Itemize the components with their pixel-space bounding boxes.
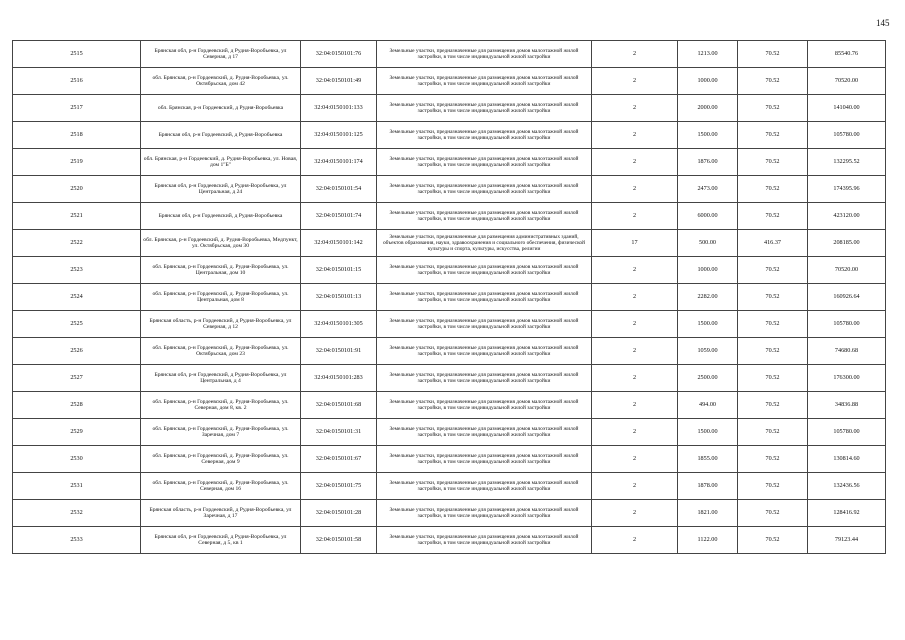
rate-cell: 70.52 (738, 527, 808, 554)
cadastral-number-cell: 32:04:0150101:283 (301, 365, 377, 392)
land-use-cell: Земельные участки, предназначенные для размещения домов малоэтажной жилой застройки, в том числе индивидуальной жилой застройки (377, 473, 592, 500)
address-cell: обл. Брянская, р-н Гордеевский, д. Рудня-Воробьевка, ул. Октябрьская, дом 23 (141, 338, 301, 365)
cadastral-number-cell: 32:04:0150101:67 (301, 446, 377, 473)
land-use-cell: Земельные участки, предназначенные для размещения домов малоэтажной жилой застройки, в том числе индивидуальной жилой застройки (377, 446, 592, 473)
land-use-cell: Земельные участки, предназначенные для размещения домов малоэтажной жилой застройки, в том числе индивидуальной жилой застройки (377, 122, 592, 149)
land-use-cell: Земельные участки, предназначенные для размещения административных зданий, объектов образования, науки, здравоохранения и социального обеспечения, физической культуры и спорта, культуры, искусства, религии (377, 230, 592, 257)
table-row (13, 419, 886, 446)
table-row (13, 149, 886, 176)
cadastral-value-cell: 85540.76 (808, 41, 886, 68)
table-row (13, 203, 886, 230)
cadastral-value-cell: 132436.56 (808, 473, 886, 500)
rate-cell: 70.52 (738, 284, 808, 311)
table-row (13, 284, 886, 311)
cadastral-value-cell: 70520.00 (808, 257, 886, 284)
area-cell: 1821.00 (678, 500, 738, 527)
row-number: 2517 (13, 95, 141, 122)
row-number: 2518 (13, 122, 141, 149)
cadastral-value-cell: 160926.64 (808, 284, 886, 311)
area-cell: 1500.00 (678, 419, 738, 446)
rate-cell: 70.52 (738, 41, 808, 68)
group-cell: 2 (592, 338, 678, 365)
page-number: 145 (876, 18, 890, 28)
address-cell: обл. Брянская, р-н Гордеевский, д. Рудня-Воробьевка, ул. Заречная, дом 7 (141, 419, 301, 446)
cadastral-number-cell: 32:04:0150101:133 (301, 95, 377, 122)
cadastral-number-cell: 32:04:0150101:305 (301, 311, 377, 338)
address-cell: обл. Брянская, р-н Гордеевский, д. Рудня-Воробьевка, Медпункт, ул. Октябрьская, дом 30 (141, 230, 301, 257)
cadastral-value-cell: 70520.00 (808, 68, 886, 95)
cadastral-value-cell: 128416.92 (808, 500, 886, 527)
rate-cell: 70.52 (738, 176, 808, 203)
group-cell: 2 (592, 446, 678, 473)
area-cell: 1500.00 (678, 122, 738, 149)
cadastral-number-cell: 32:04:0150101:125 (301, 122, 377, 149)
cadastral-value-cell: 174395.96 (808, 176, 886, 203)
row-number: 2516 (13, 68, 141, 95)
table-row (13, 446, 886, 473)
table-row (13, 230, 886, 257)
table-row (13, 365, 886, 392)
cadastral-number-cell: 32:04:0150101:91 (301, 338, 377, 365)
group-cell: 2 (592, 473, 678, 500)
area-cell: 2000.00 (678, 95, 738, 122)
row-number: 2532 (13, 500, 141, 527)
group-cell: 2 (592, 365, 678, 392)
address-cell: обл. Брянская, р-н Гордеевский, д. Рудня-Воробьевка, ул. Октябрьская, дом 42 (141, 68, 301, 95)
area-cell: 2282.00 (678, 284, 738, 311)
address-cell: обл. Брянская, р-н Гордеевский, д. Рудня-Воробьевка, ул. Северная, дом 9 (141, 446, 301, 473)
land-use-cell: Земельные участки, предназначенные для размещения домов малоэтажной жилой застройки, в том числе индивидуальной жилой застройки (377, 338, 592, 365)
group-cell: 2 (592, 311, 678, 338)
group-cell: 2 (592, 527, 678, 554)
group-cell: 2 (592, 176, 678, 203)
address-cell: Брянская обл, р-н Гордеевский, д Рудня-Воробьевка (141, 122, 301, 149)
row-number: 2521 (13, 203, 141, 230)
rate-cell: 70.52 (738, 68, 808, 95)
cadastral-value-cell: 105780.00 (808, 122, 886, 149)
row-number: 2529 (13, 419, 141, 446)
table-body (13, 41, 886, 554)
area-cell: 1059.00 (678, 338, 738, 365)
address-cell: обл. Брянская, р-н Гордеевский, д. Рудня-Воробьевка, ул. Новая, дом 1"Б" (141, 149, 301, 176)
rate-cell: 70.52 (738, 203, 808, 230)
cadastral-number-cell: 32:04:0150101:58 (301, 527, 377, 554)
row-number: 2522 (13, 230, 141, 257)
row-number: 2523 (13, 257, 141, 284)
table-row (13, 257, 886, 284)
rate-cell: 70.52 (738, 419, 808, 446)
land-use-cell: Земельные участки, предназначенные для размещения домов малоэтажной жилой застройки, в том числе индивидуальной жилой застройки (377, 392, 592, 419)
table-row (13, 527, 886, 554)
cadastral-number-cell: 32:04:0150101:15 (301, 257, 377, 284)
table-row (13, 473, 886, 500)
rate-cell: 70.52 (738, 311, 808, 338)
row-number: 2531 (13, 473, 141, 500)
cadastral-number-cell: 32:04:0150101:75 (301, 473, 377, 500)
cadastral-value-cell: 132295.52 (808, 149, 886, 176)
address-cell: Брянская обл, р-н Гордеевский, д Рудня-Воробьевка, ул Центральная, д 4 (141, 365, 301, 392)
address-cell: Брянская обл, р-н Гордеевский, д Рудня-Воробьевка, ул Центральная, д 24 (141, 176, 301, 203)
rate-cell: 70.52 (738, 392, 808, 419)
area-cell: 500.00 (678, 230, 738, 257)
cadastral-number-cell: 32:04:0150101:28 (301, 500, 377, 527)
table-row (13, 122, 886, 149)
row-number: 2520 (13, 176, 141, 203)
cadastral-number-cell: 32:04:0150101:54 (301, 176, 377, 203)
land-use-cell: Земельные участки, предназначенные для размещения домов малоэтажной жилой застройки, в том числе индивидуальной жилой застройки (377, 500, 592, 527)
cadastral-value-cell: 130814.60 (808, 446, 886, 473)
group-cell: 2 (592, 284, 678, 311)
group-cell: 2 (592, 41, 678, 68)
cadastral-number-cell: 32:04:0150101:68 (301, 392, 377, 419)
row-number: 2515 (13, 41, 141, 68)
group-cell: 2 (592, 122, 678, 149)
cadastral-number-cell: 32:04:0150101:142 (301, 230, 377, 257)
address-cell: Брянская обл, р-н Гордеевский, д Рудня-Воробьевка (141, 203, 301, 230)
land-use-cell: Земельные участки, предназначенные для размещения домов малоэтажной жилой застройки, в том числе индивидуальной жилой застройки (377, 68, 592, 95)
cadastral-value-cell: 105780.00 (808, 311, 886, 338)
table-row (13, 95, 886, 122)
cadastral-number-cell: 32:04:0150101:13 (301, 284, 377, 311)
group-cell: 2 (592, 203, 678, 230)
rate-cell: 70.52 (738, 500, 808, 527)
rate-cell: 70.52 (738, 95, 808, 122)
land-use-cell: Земельные участки, предназначенные для размещения домов малоэтажной жилой застройки, в том числе индивидуальной жилой застройки (377, 257, 592, 284)
row-number: 2519 (13, 149, 141, 176)
cadastral-number-cell: 32:04:0150101:74 (301, 203, 377, 230)
row-number: 2530 (13, 446, 141, 473)
address-cell: Брянская обл, р-н Гордеевский, д Рудня-Воробьевка, ул Северная, д 5, кв 1 (141, 527, 301, 554)
area-cell: 1000.00 (678, 68, 738, 95)
rate-cell: 416.37 (738, 230, 808, 257)
address-cell: Брянская область, р-н Гордеевский, д Рудня-Воробьевка, ул Северная, д 12 (141, 311, 301, 338)
land-use-cell: Земельные участки, предназначенные для размещения домов малоэтажной жилой застройки, в том числе индивидуальной жилой застройки (377, 284, 592, 311)
group-cell: 2 (592, 149, 678, 176)
land-registry-table (12, 40, 886, 554)
land-use-cell: Земельные участки, предназначенные для размещения домов малоэтажной жилой застройки, в том числе индивидуальной жилой застройки (377, 365, 592, 392)
table-row (13, 392, 886, 419)
area-cell: 6000.00 (678, 203, 738, 230)
land-use-cell: Земельные участки, предназначенные для размещения домов малоэтажной жилой застройки, в том числе индивидуальной жилой застройки (377, 95, 592, 122)
address-cell: обл. Брянская, р-н Гордеевский, д. Рудня-Воробьевка, ул. Центральная, дом 10 (141, 257, 301, 284)
cadastral-value-cell: 423120.00 (808, 203, 886, 230)
land-use-cell: Земельные участки, предназначенные для размещения домов малоэтажной жилой застройки, в том числе индивидуальной жилой застройки (377, 527, 592, 554)
land-use-cell: Земельные участки, предназначенные для размещения домов малоэтажной жилой застройки, в том числе индивидуальной жилой застройки (377, 311, 592, 338)
address-cell: обл. Брянская, р-н Гордеевский, д Рудня-Воробьевка (141, 95, 301, 122)
cadastral-number-cell: 32:04:0150101:174 (301, 149, 377, 176)
land-use-cell: Земельные участки, предназначенные для размещения домов малоэтажной жилой застройки, в том числе индивидуальной жилой застройки (377, 149, 592, 176)
cadastral-value-cell: 141040.00 (808, 95, 886, 122)
cadastral-value-cell: 74680.68 (808, 338, 886, 365)
group-cell: 2 (592, 392, 678, 419)
area-cell: 1500.00 (678, 311, 738, 338)
row-number: 2525 (13, 311, 141, 338)
land-use-cell: Земельные участки, предназначенные для размещения домов малоэтажной жилой застройки, в том числе индивидуальной жилой застройки (377, 176, 592, 203)
table-row (13, 68, 886, 95)
rate-cell: 70.52 (738, 473, 808, 500)
cadastral-value-cell: 176300.00 (808, 365, 886, 392)
group-cell: 2 (592, 500, 678, 527)
address-cell: Брянская область, р-н Гордеевский, д Рудня-Воробьевка, ул Заречная, д 17 (141, 500, 301, 527)
rate-cell: 70.52 (738, 257, 808, 284)
group-cell: 2 (592, 257, 678, 284)
address-cell: Брянская обл, р-н Гордеевский, д Рудня-Воробьевка, ул Северная, д 17 (141, 41, 301, 68)
area-cell: 1213.00 (678, 41, 738, 68)
land-use-cell: Земельные участки, предназначенные для размещения домов малоэтажной жилой застройки, в том числе индивидуальной жилой застройки (377, 419, 592, 446)
table-row (13, 500, 886, 527)
group-cell: 2 (592, 95, 678, 122)
table-row (13, 311, 886, 338)
address-cell: обл. Брянская, р-н Гордеевский, д. Рудня-Воробьевка, ул. Северная, дом 8, кв. 2 (141, 392, 301, 419)
cadastral-number-cell: 32:04:0150101:76 (301, 41, 377, 68)
address-cell: обл. Брянская, р-н Гордеевский, д. Рудня-Воробьевка, ул. Северная, дом 16 (141, 473, 301, 500)
area-cell: 1855.00 (678, 446, 738, 473)
cadastral-value-cell: 105780.00 (808, 419, 886, 446)
rate-cell: 70.52 (738, 446, 808, 473)
rate-cell: 70.52 (738, 122, 808, 149)
table-row (13, 176, 886, 203)
row-number: 2533 (13, 527, 141, 554)
cadastral-value-cell: 79123.44 (808, 527, 886, 554)
row-number: 2526 (13, 338, 141, 365)
row-number: 2524 (13, 284, 141, 311)
area-cell: 494.00 (678, 392, 738, 419)
rate-cell: 70.52 (738, 149, 808, 176)
land-use-cell: Земельные участки, предназначенные для размещения домов малоэтажной жилой застройки, в том числе индивидуальной жилой застройки (377, 41, 592, 68)
table-row (13, 41, 886, 68)
cadastral-number-cell: 32:04:0150101:31 (301, 419, 377, 446)
group-cell: 2 (592, 419, 678, 446)
cadastral-number-cell: 32:04:0150101:49 (301, 68, 377, 95)
cadastral-value-cell: 208185.00 (808, 230, 886, 257)
area-cell: 2500.00 (678, 365, 738, 392)
cadastral-value-cell: 34836.88 (808, 392, 886, 419)
area-cell: 2473.00 (678, 176, 738, 203)
rate-cell: 70.52 (738, 365, 808, 392)
land-use-cell: Земельные участки, предназначенные для размещения домов малоэтажной жилой застройки, в том числе индивидуальной жилой застройки (377, 203, 592, 230)
area-cell: 1122.00 (678, 527, 738, 554)
table-row (13, 338, 886, 365)
area-cell: 1878.00 (678, 473, 738, 500)
area-cell: 1000.00 (678, 257, 738, 284)
group-cell: 17 (592, 230, 678, 257)
row-number: 2528 (13, 392, 141, 419)
address-cell: обл. Брянская, р-н Гордеевский, д. Рудня-Воробьевка, ул. Центральная, дом 8 (141, 284, 301, 311)
group-cell: 2 (592, 68, 678, 95)
area-cell: 1876.00 (678, 149, 738, 176)
row-number: 2527 (13, 365, 141, 392)
rate-cell: 70.52 (738, 338, 808, 365)
